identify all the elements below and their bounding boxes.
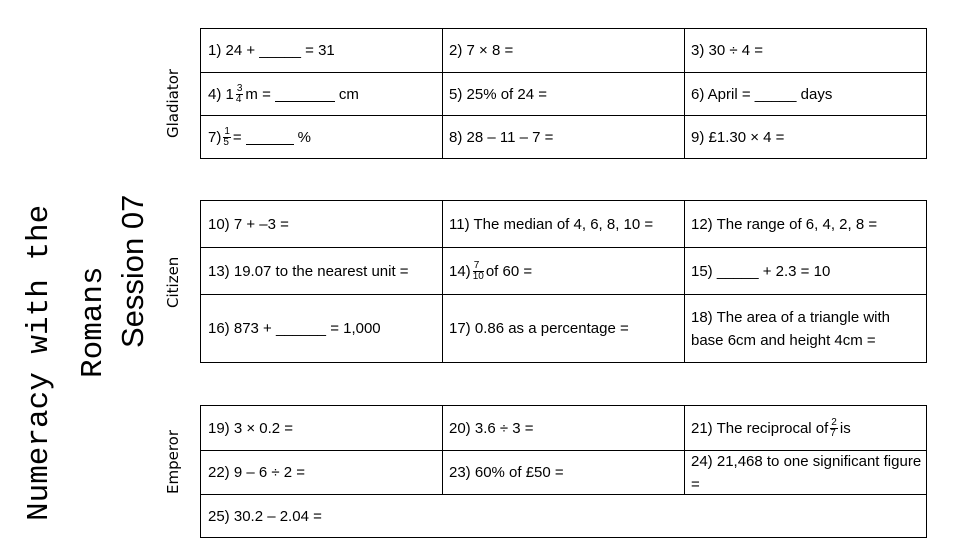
title-line1: Numeracy with the <box>22 204 57 521</box>
question-11: 11) The median of 4, 6, 8, 10 = <box>449 215 654 233</box>
question-12: 12) The range of 6, 4, 2, 8 = <box>691 215 878 233</box>
question-8: 8) 28 – 11 – 7 = <box>449 128 554 146</box>
session-label: Session 07 <box>115 194 150 348</box>
question-25: 25) 30.2 – 2.04 = <box>208 507 322 525</box>
question-21: 21) The reciprocal of $\frac{2}{7}$ is <box>691 416 851 439</box>
question-6: 6) April = _____ days <box>691 85 833 103</box>
level-citizen: Citizen <box>164 256 182 308</box>
level-emperor: Emperor <box>164 429 182 494</box>
question-18: 18) The area of a triangle with base 6cm and height 4cm = <box>691 308 891 349</box>
question-15: 15) _____ + 2.3 = 10 <box>691 262 831 280</box>
question-14: 14) $\frac{7}{10}$ of 60 = <box>449 259 533 282</box>
question-13: 13) 19.07 to the nearest unit = <box>208 262 409 280</box>
question-24: 24) 21,468 to one significant figure = <box>691 452 922 493</box>
answer-blank <box>246 130 294 145</box>
divider <box>442 200 443 363</box>
question-10: 10) 7 + –3 = <box>208 215 289 233</box>
divider <box>442 28 443 159</box>
question-9: 9) £1.30 × 4 = <box>691 128 785 146</box>
question-22: 22) 9 – 6 ÷ 2 = <box>208 464 306 481</box>
question-3: 3) 30 ÷ 4 = <box>691 42 764 59</box>
question-20: 20) 3.6 ÷ 3 = <box>449 419 534 437</box>
question-7: 7) $\frac{1}{5}$ = % <box>208 125 312 148</box>
divider <box>684 200 685 363</box>
question-2: 2) 7 × 8 = <box>449 42 514 59</box>
question-17: 17) 0.86 as a percentage = <box>449 320 629 337</box>
divider <box>684 405 685 494</box>
question-23: 23) 60% of £50 = <box>449 464 564 481</box>
title-line2: Romans <box>76 266 111 378</box>
divider <box>442 405 443 494</box>
question-19: 19) 3 × 0.2 = <box>208 419 294 437</box>
question-16: 16) 873 + ______ = 1,000 <box>208 320 381 337</box>
level-gladiator: Gladiator <box>164 68 182 138</box>
divider <box>684 28 685 159</box>
question-5: 5) 25% of 24 = <box>449 85 547 103</box>
question-4: 4) 1 $\frac{3}{4}$ m = cm <box>208 82 359 105</box>
answer-blank <box>275 87 335 102</box>
question-1: 1) 24 + _____ = 31 <box>208 42 335 59</box>
